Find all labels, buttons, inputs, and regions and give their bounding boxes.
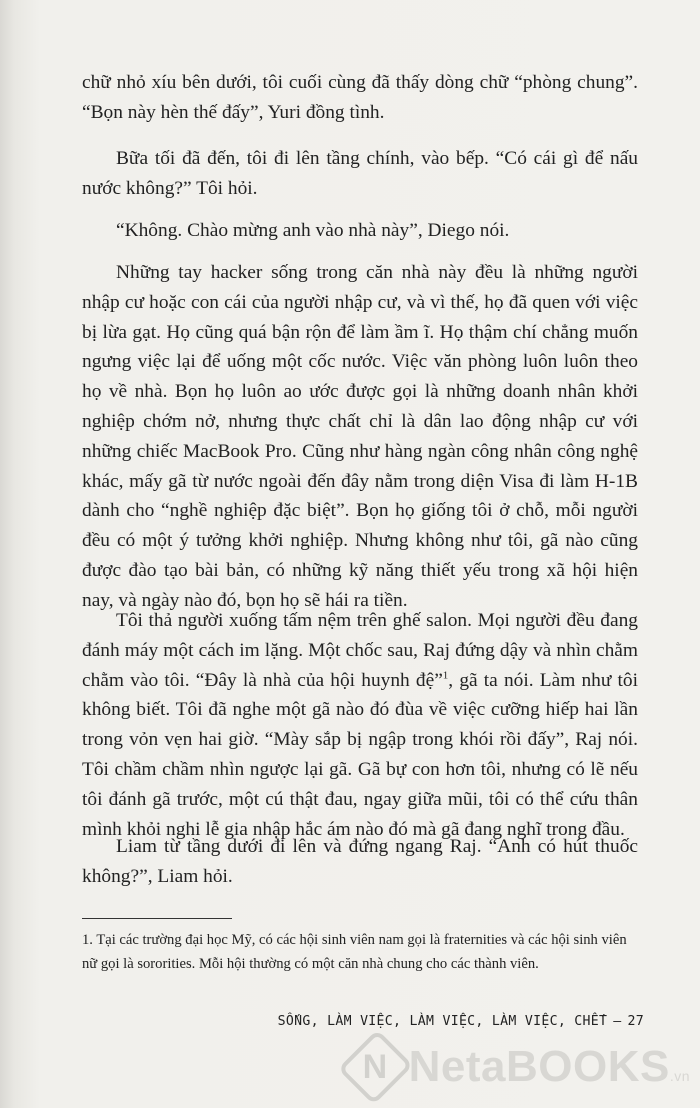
watermark (350, 1036, 690, 1098)
running-title: SỐNG, LÀM VIỆC, LÀM VIỆC, LÀM VIỆC, CHẾT (277, 1014, 608, 1029)
paragraph-5 (82, 606, 638, 844)
running-footer (278, 1014, 644, 1029)
paragraph-5-end: , gã ta nói. Làm như tôi không biết. Tôi đã nghe một gã nào đó đùa về việc cưỡng hiếp hai lần trong vỏn vẹn hai giờ. “Mày sắp bị ngập trong khói rồi đấy”, Raj nói. Tôi chầm chầm nhìn ngược lại gã. Gã bự con hơn tôi, nhưng có lẽ nếu tôi đánh gã trước, một cú thật đau, ngay giữa mũi, tôi có thể cứu thân mình khỏi nghi lễ gia nhập hắc ám nào đó mà gã đang nghĩ trong đầu. (82, 669, 638, 840)
paragraph-1: chữ nhỏ xíu bên dưới, tôi cuối cùng đã thấy dòng chữ “phòng chung”. “Bọn này hèn thế đấy”, Yuri đồng tình. (82, 72, 638, 123)
paragraph-5-start: Tôi thả người xuống tấm nệm trên ghế salon. Mọi người đều đang đánh máy một cách im lặng. Một chốc sau, Raj đứng dậy và nhìn chằm chằm vào tôi. “Đây là nhà của hội huynh đệ” (82, 610, 638, 691)
footnote-marker: 1 (442, 669, 449, 682)
paragraph-2: Bữa tối đã đến, tôi đi lên tầng chính, vào bếp. “Có cái gì để nấu nước không?” Tôi hỏi. (82, 148, 638, 199)
paragraph-3: “Không. Chào mừng anh vào nhà này”, Diego nói. (116, 220, 510, 241)
watermark-logo-icon: N (338, 1029, 413, 1104)
footnote-divider (82, 918, 232, 919)
paragraph-4: Những tay hacker sống trong căn nhà này đều là những người nhập cư hoặc con cái của người nhập cư, và vì thế, họ đã quen với việc bị lừa gạt. Họ cũng quá bận rộn để làm ầm ĩ. Họ thậm chí chẳng muốn ngưng việc lại để uống một cốc nước. Việc văn phòng luôn luôn theo họ về nhà. Bọn họ luôn ao ước được gọi là những doanh nhân khởi nghiệp chớm nở, nhưng thực chất chỉ là dân lao động nhập cư với những chiếc MacBook Pro. Cũng như hàng ngàn công nhân công nghệ khác, mấy gã từ nước ngoài đến đây nằm trong diện Visa đi làm H-1B dành cho “nghề nghiệp đặc biệt”. Bọn họ giống tôi ở chỗ, mỗi người đều có một ý tưởng khởi nghiệp. Nhưng không như tôi, gã nào cũng được đào tạo bài bản, có những kỹ năng thiết yếu trong xã hội hiện nay, và ngày nào đó, bọn họ sẽ hái ra tiền. (82, 262, 638, 611)
watermark-brand: NetaBOOKS.vn (408, 1042, 690, 1091)
paragraph-6: Liam từ tầng dưới đi lên và đứng ngang Raj. “Anh có hút thuốc không?”, Liam hỏi. (82, 836, 638, 887)
page-number: 27 (627, 1014, 644, 1029)
running-separator: – (613, 1014, 622, 1029)
footnote: 1. Tại các trường đại học Mỹ, có các hội sinh viên nam gọi là fraternities và các hội sinh viên nữ gọi là sororities. Mỗi hội thường có một căn nhà chung cho các thành viên. (82, 932, 627, 972)
